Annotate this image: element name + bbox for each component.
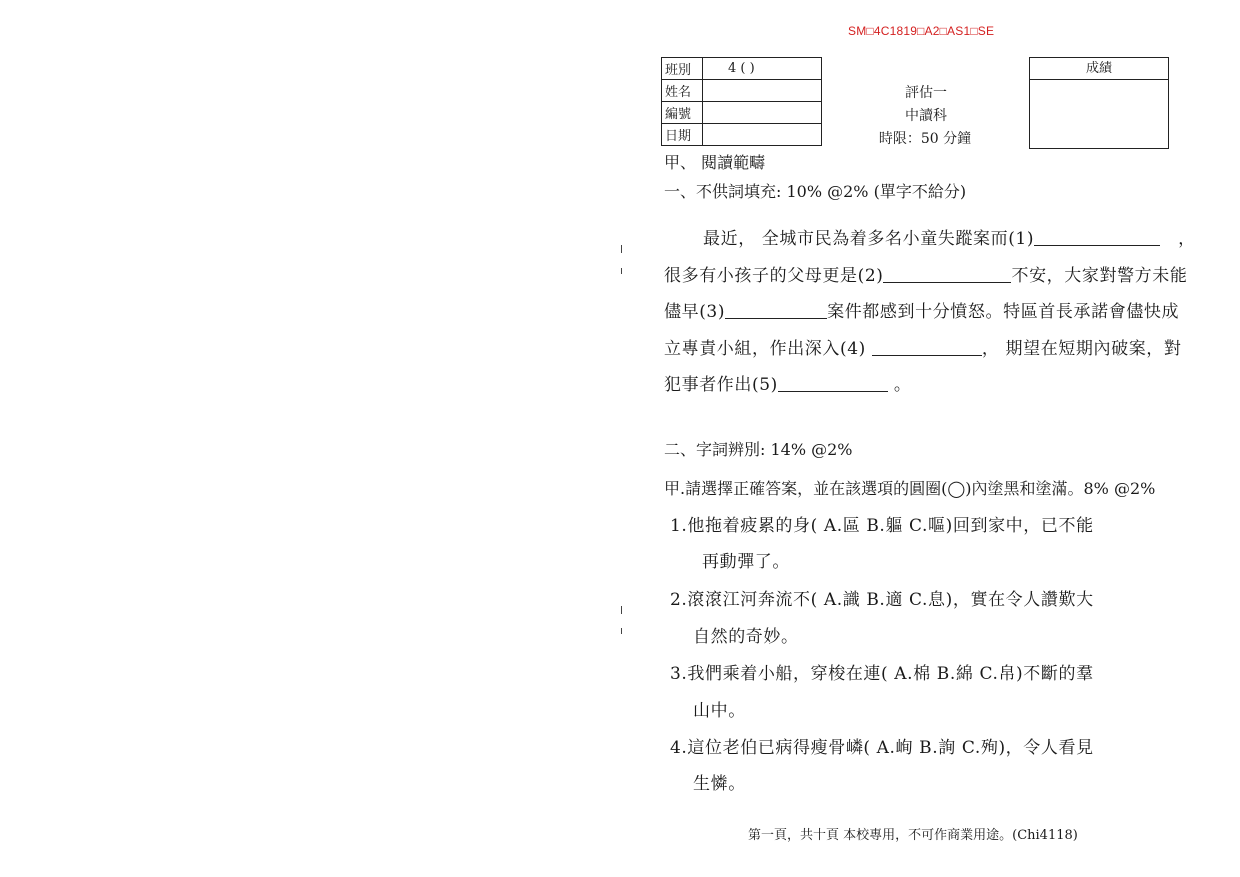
blank-3[interactable] xyxy=(725,301,827,319)
assessment-time: 時限：50 分鐘 xyxy=(878,131,972,147)
info-label: 班別 xyxy=(662,58,703,80)
passage-line xyxy=(664,261,1187,286)
passage-text: ， xyxy=(1178,229,1196,249)
passage-text: 案件都感到十分憤怒。特區首長承諾會儘快成 xyxy=(827,302,1180,322)
item-text: 滾滾江河奔流不( A.識 B.適 C.息)，實在令人讚歎大 xyxy=(687,590,1094,610)
info-label: 編號 xyxy=(662,102,703,124)
item-continuation: 自然的奇妙。 xyxy=(693,627,799,647)
question-2-instruction: 甲.請選擇正確答案，並在該選項的圓圈(◯)內塗黑和塗滿。8% @2% xyxy=(664,479,1156,498)
passage-text: 犯事者作出(5) xyxy=(664,375,778,395)
mc-item-3 xyxy=(670,659,1094,684)
item-continuation: 生憐。 xyxy=(693,774,746,794)
item-number: 1. xyxy=(670,516,688,536)
page-footer: 第一頁，共十頁 本校專用，不可作商業用途。(Chi4118) xyxy=(748,828,1078,843)
passage-line xyxy=(703,224,1196,249)
item-text: 我們乘着小船，穿梭在連( A.棉 B.綿 C.帛)不斷的羣 xyxy=(687,664,1094,684)
blank-2[interactable] xyxy=(883,265,1011,283)
document-code: SM□4C1819□A2□AS1□SE xyxy=(848,24,995,38)
mc-item-1 xyxy=(670,511,1094,536)
item-number: 3. xyxy=(670,664,688,684)
question-1-heading: 一、不供詞填充: 10% @2% (單字不給分) xyxy=(664,182,967,201)
mc-item-4 xyxy=(670,733,1094,758)
student-info-table xyxy=(661,57,822,146)
score-label: 成績 xyxy=(1030,58,1168,80)
passage-line xyxy=(664,370,912,395)
assessment-title: 評估一 xyxy=(905,85,947,101)
scan-mark xyxy=(621,606,622,614)
info-row-number xyxy=(662,102,822,124)
info-value xyxy=(703,102,822,124)
passage-text: 不安，大家對警方未能 xyxy=(1011,266,1188,286)
blank-5[interactable] xyxy=(778,374,888,392)
passage-text: 最近， 全城市民為着多名小童失蹤案而(1) xyxy=(703,229,1035,249)
passage-line xyxy=(664,334,1182,359)
info-value xyxy=(703,124,822,146)
scan-mark xyxy=(621,268,622,274)
info-row-name xyxy=(662,80,822,102)
passage-text: 很多有小孩子的父母更是(2) xyxy=(664,266,884,286)
blank-4[interactable] xyxy=(872,338,982,356)
class-value: 4 ( ) xyxy=(728,61,755,76)
passage-text: 儘早(3) xyxy=(664,302,726,322)
info-row-date xyxy=(662,124,822,146)
info-value xyxy=(703,80,822,102)
scan-mark xyxy=(621,628,622,634)
item-number: 4. xyxy=(670,738,688,758)
assessment-subject: 中讀科 xyxy=(905,108,947,124)
info-row-class xyxy=(662,58,822,80)
item-text: 這位老伯已病得瘦骨嶙( A.峋 B.詢 C.殉)，令人看見 xyxy=(687,738,1094,758)
passage-text: 。 xyxy=(893,375,912,395)
item-continuation: 再動彈了。 xyxy=(702,552,790,572)
question-2-heading: 二、字詞辨別: 14% @2% xyxy=(664,440,853,459)
item-continuation: 山中。 xyxy=(693,701,746,721)
score-box xyxy=(1029,57,1169,149)
scan-mark xyxy=(621,245,622,253)
info-label: 日期 xyxy=(662,124,703,146)
passage-line xyxy=(664,297,1179,322)
section-heading: 甲、 閱讀範疇 xyxy=(664,153,766,172)
passage-text: 立專責小組，作出深入(4) xyxy=(664,339,872,359)
passage-text: ， 期望在短期內破案，對 xyxy=(981,339,1182,359)
info-label: 姓名 xyxy=(662,80,703,102)
item-text: 他拖着疲累的身( A.區 B.軀 C.嘔)回到家中，已不能 xyxy=(687,516,1094,536)
mc-item-2 xyxy=(670,585,1094,610)
item-number: 2. xyxy=(670,590,688,610)
blank-1[interactable] xyxy=(1034,228,1160,246)
info-value xyxy=(703,58,822,80)
